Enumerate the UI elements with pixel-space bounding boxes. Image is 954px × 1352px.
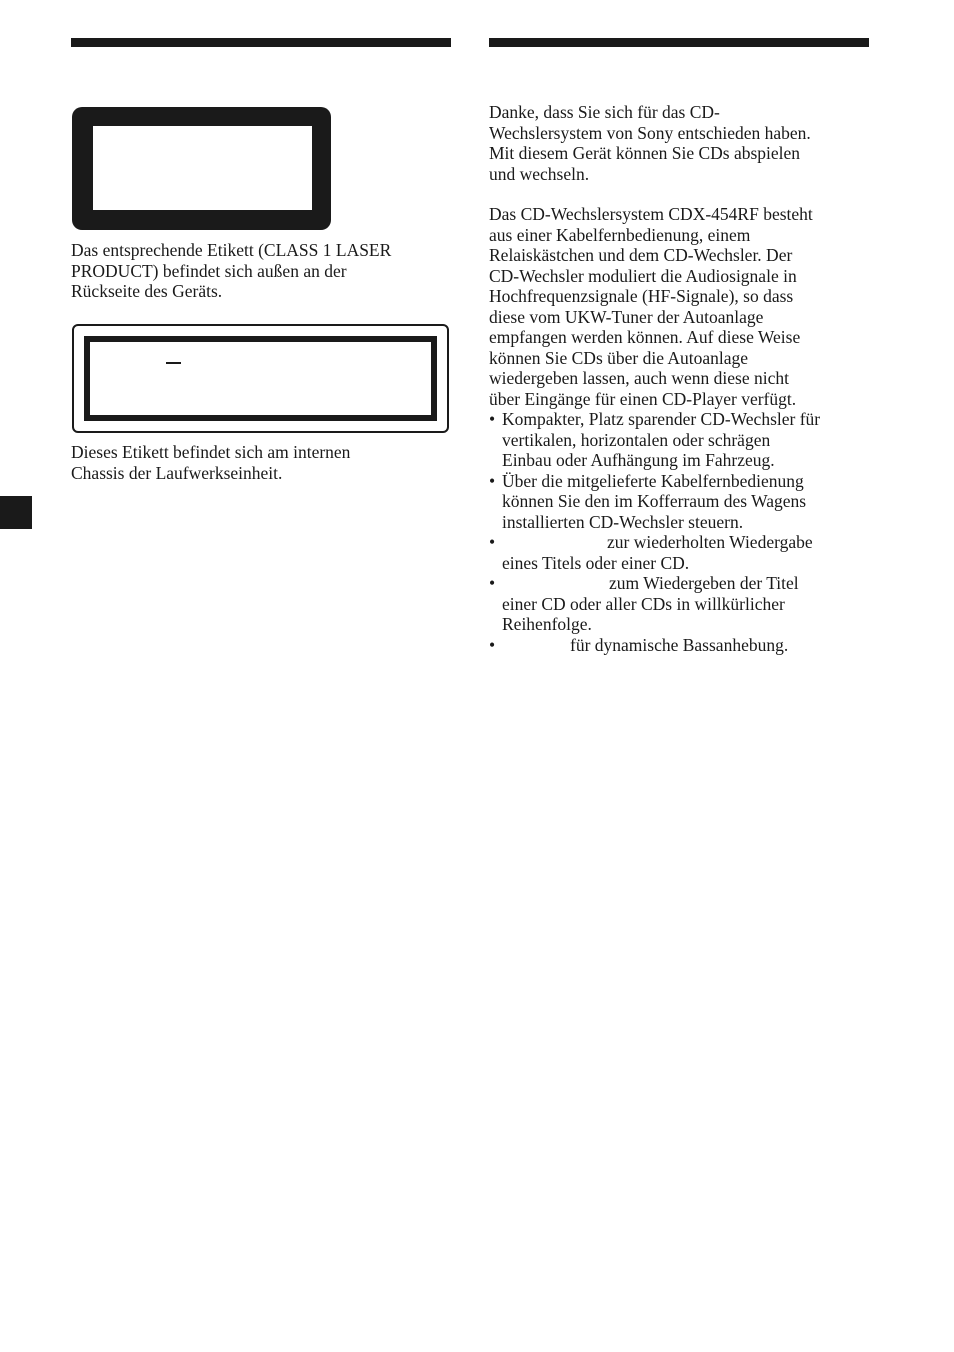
left-column-header-bar — [71, 38, 451, 47]
bullet-icon: • — [489, 470, 496, 491]
feature-line: eines Titels oder einer CD. — [502, 552, 690, 573]
feature-line: Über die mitgelieferte Kabelfernbedienung — [502, 470, 804, 491]
feature-line: für dynamische Bassanhebung. — [570, 634, 789, 655]
feature-line: Einbau oder Aufhängung im Fahrzeug. — [502, 450, 775, 470]
feature-item-remote — [489, 471, 820, 533]
intro-line-1: Danke, dass Sie sich für das CD- — [489, 102, 720, 122]
warning-label-dash — [166, 362, 181, 364]
bullet-icon: • — [489, 532, 496, 552]
right-column-header-bar — [489, 38, 869, 47]
description-line-7: empfangen werden können. Auf diese Weise — [489, 327, 801, 347]
feature-item-compact — [489, 409, 820, 471]
feature-list — [489, 409, 820, 655]
class1-laser-label-inner — [93, 126, 312, 210]
description-line-2: aus einer Kabelfernbedienung, einem — [489, 224, 751, 245]
description-line-6: diese vom UKW-Tuner der Autoanlage — [489, 306, 764, 327]
label1-caption-line-2: PRODUCT) befindet sich außen an der — [71, 260, 347, 281]
feature-item-shuffle — [489, 573, 820, 635]
description-line-4: CD-Wechsler moduliert die Audiosignale in — [489, 265, 797, 286]
language-tab-marker — [0, 496, 32, 529]
feature-item-bass — [489, 635, 820, 656]
feature-line: vertikalen, horizontalen oder schrägen — [502, 429, 771, 450]
description-line-1: Das CD-Wechslersystem CDX-454RF besteht — [489, 204, 813, 224]
intro-line-3: Mit diesem Gerät können Sie CDs abspielen — [489, 143, 801, 163]
label2-caption-line-2: Chassis der Laufwerkseinheit. — [71, 462, 283, 483]
class1-laser-label — [72, 107, 331, 230]
feature-line: zum Wiedergeben der Titel — [609, 573, 799, 593]
label1-caption-line-1: Das entsprechende Etikett (CLASS 1 LASER — [71, 240, 392, 260]
bullet-icon: • — [489, 573, 496, 593]
description-line-3: Relaiskästchen und dem CD-Wechsler. Der — [489, 245, 793, 265]
warning-label-frame — [84, 336, 437, 421]
internal-chassis-warning-label — [72, 324, 449, 433]
feature-line: einer CD oder aller CDs in willkürlicher — [502, 593, 785, 614]
feature-item-repeat — [489, 532, 820, 573]
feature-line: Kompakter, Platz sparender CD-Wechsler für — [502, 409, 821, 429]
bullet-icon: • — [489, 409, 496, 429]
bullet-icon: • — [489, 634, 496, 655]
description-line-10: über Eingänge für einen CD-Player verfügt. — [489, 388, 797, 409]
feature-line: können Sie den im Kofferraum des Wagens — [502, 491, 807, 511]
description-line-9: wiedergeben lassen, auch wenn diese nicht — [489, 368, 789, 388]
intro-line-4: und wechseln. — [489, 163, 590, 184]
label1-caption-line-3: Rückseite des Geräts. — [71, 281, 223, 301]
intro-line-2: Wechslersystem von Sony entschieden haben. — [489, 122, 811, 143]
feature-line: Reihenfolge. — [502, 614, 592, 634]
label2-caption-line-1: Dieses Etikett befindet sich am internen — [71, 442, 351, 462]
description-line-5: Hochfrequenzsignale (HF-Signale), so dass — [489, 286, 794, 306]
description-line-8: können Sie CDs über die Autoanlage — [489, 347, 749, 368]
feature-line: zur wiederholten Wiedergabe — [607, 532, 813, 552]
feature-line: installierten CD-Wechsler steuern. — [502, 511, 744, 532]
